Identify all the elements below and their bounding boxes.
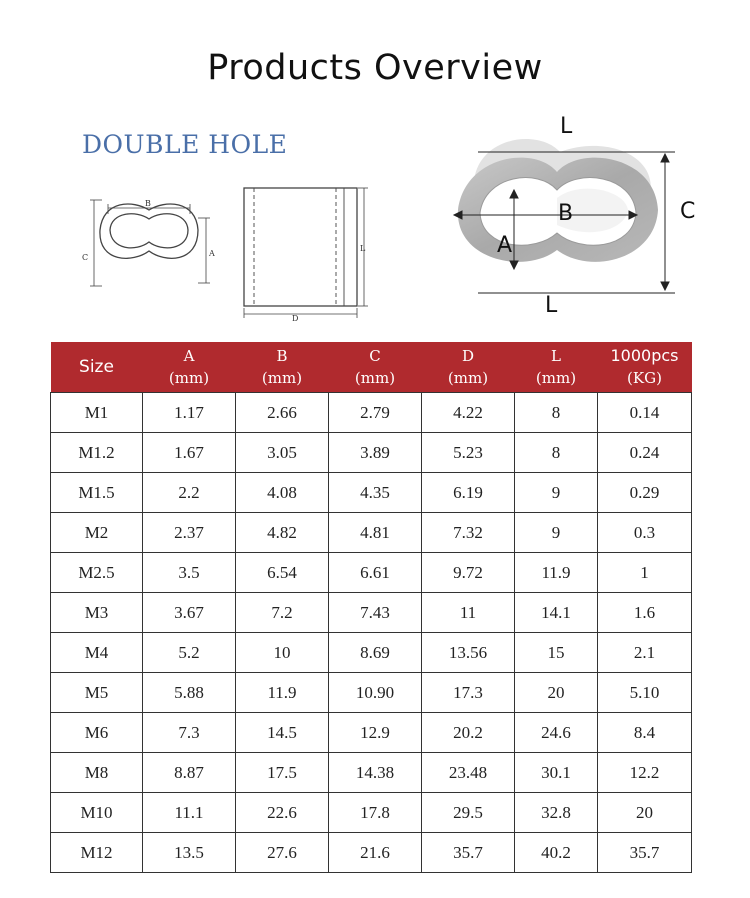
cell-weight: 8.4: [598, 713, 692, 753]
cell-a: 13.5: [143, 833, 236, 873]
table-row: [51, 393, 692, 433]
cell-b: 22.6: [236, 793, 329, 833]
cell-size: M8: [51, 753, 143, 793]
cell-weight: 12.2: [598, 753, 692, 793]
cell-a: 8.87: [143, 753, 236, 793]
table-row: [51, 473, 692, 513]
cell-b: 4.82: [236, 513, 329, 553]
cell-c: 4.35: [329, 473, 422, 513]
photo-label-c: C: [680, 199, 696, 224]
cell-d: 35.7: [422, 833, 515, 873]
cell-a: 11.1: [143, 793, 236, 833]
cell-c: 6.61: [329, 553, 422, 593]
photo-label-l-bottom: L: [545, 293, 558, 315]
technical-drawing: [78, 178, 378, 323]
cell-b: 17.5: [236, 753, 329, 793]
drawing-label-c: C: [82, 253, 89, 262]
header-weight: 1000pcs (KG): [598, 342, 692, 393]
cell-weight: 5.10: [598, 673, 692, 713]
cell-l: 24.6: [515, 713, 598, 753]
cell-a: 2.2: [143, 473, 236, 513]
cell-size: M1.2: [51, 433, 143, 473]
cell-size: M2: [51, 513, 143, 553]
photo-label-a: A: [497, 233, 513, 258]
header-c: C (mm): [329, 342, 422, 393]
table-row: [51, 673, 692, 713]
cell-d: 20.2: [422, 713, 515, 753]
cell-l: 8: [515, 393, 598, 433]
header-a: A (mm): [143, 342, 236, 393]
cell-d: 13.56: [422, 633, 515, 673]
cell-weight: 0.3: [598, 513, 692, 553]
header-d: D (mm): [422, 342, 515, 393]
cell-weight: 20: [598, 793, 692, 833]
cell-d: 5.23: [422, 433, 515, 473]
product-type-heading: DOUBLE HOLE: [82, 130, 288, 159]
cell-size: M4: [51, 633, 143, 673]
cell-weight: 2.1: [598, 633, 692, 673]
cell-c: 7.43: [329, 593, 422, 633]
cell-c: 8.69: [329, 633, 422, 673]
cell-b: 3.05: [236, 433, 329, 473]
table-row: [51, 553, 692, 593]
cell-weight: 1.6: [598, 593, 692, 633]
cell-d: 17.3: [422, 673, 515, 713]
cell-size: M10: [51, 793, 143, 833]
cell-b: 4.08: [236, 473, 329, 513]
cell-d: 9.72: [422, 553, 515, 593]
table-row: [51, 713, 692, 753]
cell-a: 2.37: [143, 513, 236, 553]
cell-l: 20: [515, 673, 598, 713]
header-l: L (mm): [515, 342, 598, 393]
table-row: [51, 433, 692, 473]
cell-l: 32.8: [515, 793, 598, 833]
cell-d: 29.5: [422, 793, 515, 833]
cell-size: M5: [51, 673, 143, 713]
cell-a: 5.88: [143, 673, 236, 713]
photo-label-b: B: [558, 201, 574, 226]
cell-b: 10: [236, 633, 329, 673]
cell-weight: 0.24: [598, 433, 692, 473]
cell-l: 9: [515, 513, 598, 553]
cell-weight: 0.14: [598, 393, 692, 433]
cell-c: 3.89: [329, 433, 422, 473]
cell-l: 8: [515, 433, 598, 473]
header-size: Size: [51, 342, 143, 393]
cell-d: 23.48: [422, 753, 515, 793]
table-row: [51, 593, 692, 633]
cell-a: 5.2: [143, 633, 236, 673]
photo-label-l-top: L: [560, 114, 573, 139]
page-title: Products Overview: [207, 48, 543, 88]
cell-d: 6.19: [422, 473, 515, 513]
cell-c: 12.9: [329, 713, 422, 753]
cell-l: 30.1: [515, 753, 598, 793]
table-row: [51, 833, 692, 873]
cell-size: M1.5: [51, 473, 143, 513]
cell-b: 7.2: [236, 593, 329, 633]
drawing-label-a: A: [209, 249, 215, 258]
cell-l: 40.2: [515, 833, 598, 873]
drawing-label-d: D: [292, 314, 299, 323]
drawing-label-l: L: [360, 244, 366, 253]
table-header-row: [51, 342, 692, 393]
cell-a: 1.17: [143, 393, 236, 433]
cell-c: 14.38: [329, 753, 422, 793]
table-row: [51, 633, 692, 673]
product-photo: [430, 100, 700, 315]
cell-c: 2.79: [329, 393, 422, 433]
header-b: B (mm): [236, 342, 329, 393]
table-body: [51, 393, 692, 873]
table-row: [51, 753, 692, 793]
cell-c: 10.90: [329, 673, 422, 713]
cell-l: 14.1: [515, 593, 598, 633]
cell-a: 1.67: [143, 433, 236, 473]
cell-weight: 35.7: [598, 833, 692, 873]
cell-size: M12: [51, 833, 143, 873]
cell-c: 4.81: [329, 513, 422, 553]
cell-size: M6: [51, 713, 143, 753]
cell-c: 21.6: [329, 833, 422, 873]
cell-d: 7.32: [422, 513, 515, 553]
table-row: [51, 793, 692, 833]
cell-d: 11: [422, 593, 515, 633]
cell-size: M3: [51, 593, 143, 633]
cell-b: 27.6: [236, 833, 329, 873]
cell-l: 11.9: [515, 553, 598, 593]
cell-l: 9: [515, 473, 598, 513]
table-row: [51, 513, 692, 553]
cell-c: 17.8: [329, 793, 422, 833]
cell-weight: 1: [598, 553, 692, 593]
cell-b: 2.66: [236, 393, 329, 433]
cell-weight: 0.29: [598, 473, 692, 513]
cell-b: 14.5: [236, 713, 329, 753]
cell-a: 7.3: [143, 713, 236, 753]
spec-table: [50, 342, 692, 873]
cell-a: 3.5: [143, 553, 236, 593]
cell-size: M1: [51, 393, 143, 433]
cell-d: 4.22: [422, 393, 515, 433]
cell-b: 6.54: [236, 553, 329, 593]
cell-b: 11.9: [236, 673, 329, 713]
cell-l: 15: [515, 633, 598, 673]
drawing-label-b: B: [145, 199, 151, 208]
cell-a: 3.67: [143, 593, 236, 633]
cell-size: M2.5: [51, 553, 143, 593]
